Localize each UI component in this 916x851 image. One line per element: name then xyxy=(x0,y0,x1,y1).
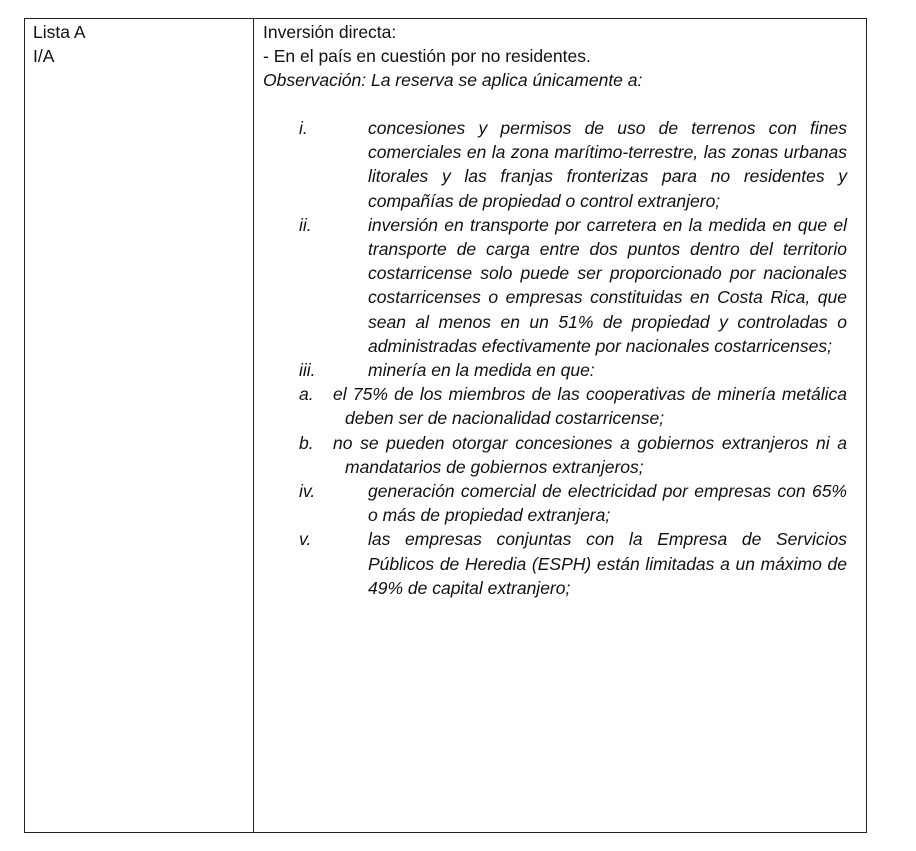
description-cell xyxy=(254,19,866,832)
item-text: inversión en transporte por carretera en la medida en que el transporte de carga entre dos puntos dentro del territorio costarricense solo puede ser proporcionado por nacionales costarricenses o empresas constituidas en Costa Rica, que sean al menos en un 51% de propiedad y controladas o administradas efectivamente por nacionales costarricenses; xyxy=(368,214,847,356)
item-text: generación comercial de electricidad por empresas con 65% o más de propiedad extranjera; xyxy=(368,481,847,526)
list-item xyxy=(263,116,847,213)
sub-item-marker: b. xyxy=(299,432,314,453)
spacer xyxy=(263,92,866,116)
reservation-table xyxy=(24,18,867,833)
sub-list-item xyxy=(263,431,847,479)
list-item xyxy=(263,213,847,358)
item-marker: iv. xyxy=(299,481,316,502)
reservation-list xyxy=(263,116,847,600)
sector-heading: Inversión directa: xyxy=(263,22,397,42)
list-item xyxy=(263,527,847,600)
list-reference-cell xyxy=(25,19,254,832)
item-marker: ii. xyxy=(299,214,312,235)
sub-item-text: no se pueden otorgar concesiones a gobiernos extranjeros ni a mandatarios de gobiernos extranjeros; xyxy=(333,432,847,477)
item-marker: iii. xyxy=(299,360,316,381)
sector-subheading: - En el país en cuestión por no residentes. xyxy=(263,46,591,66)
item-text: las empresas conjuntas con la Empresa de Servicios Públicos de Heredia (ESPH) están limitadas a un máximo de 49% de capital extranjero; xyxy=(368,529,847,598)
list-name: Lista A xyxy=(33,22,86,42)
list-item xyxy=(263,358,847,382)
item-marker: v. xyxy=(299,529,312,550)
item-marker: i. xyxy=(299,118,308,138)
list-item xyxy=(263,479,847,527)
item-text: minería en la medida en que: xyxy=(368,360,595,381)
sub-item-marker: a. xyxy=(299,384,314,405)
observation-text: Observación: La reserva se aplica únicamente a: xyxy=(263,70,643,90)
sub-item-text: el 75% de los miembros de las cooperativas de minería metálica deben ser de nacionalidad costarricense; xyxy=(333,384,847,429)
item-text: concesiones y permisos de uso de terrenos con fines comerciales en la zona marítimo-terrestre, las zonas urbanas litorales y las franjas fronterizas para no residentes y compañías de propiedad o control extranjero; xyxy=(368,118,847,211)
sub-list-item xyxy=(263,382,847,430)
list-code: I/A xyxy=(33,46,55,66)
